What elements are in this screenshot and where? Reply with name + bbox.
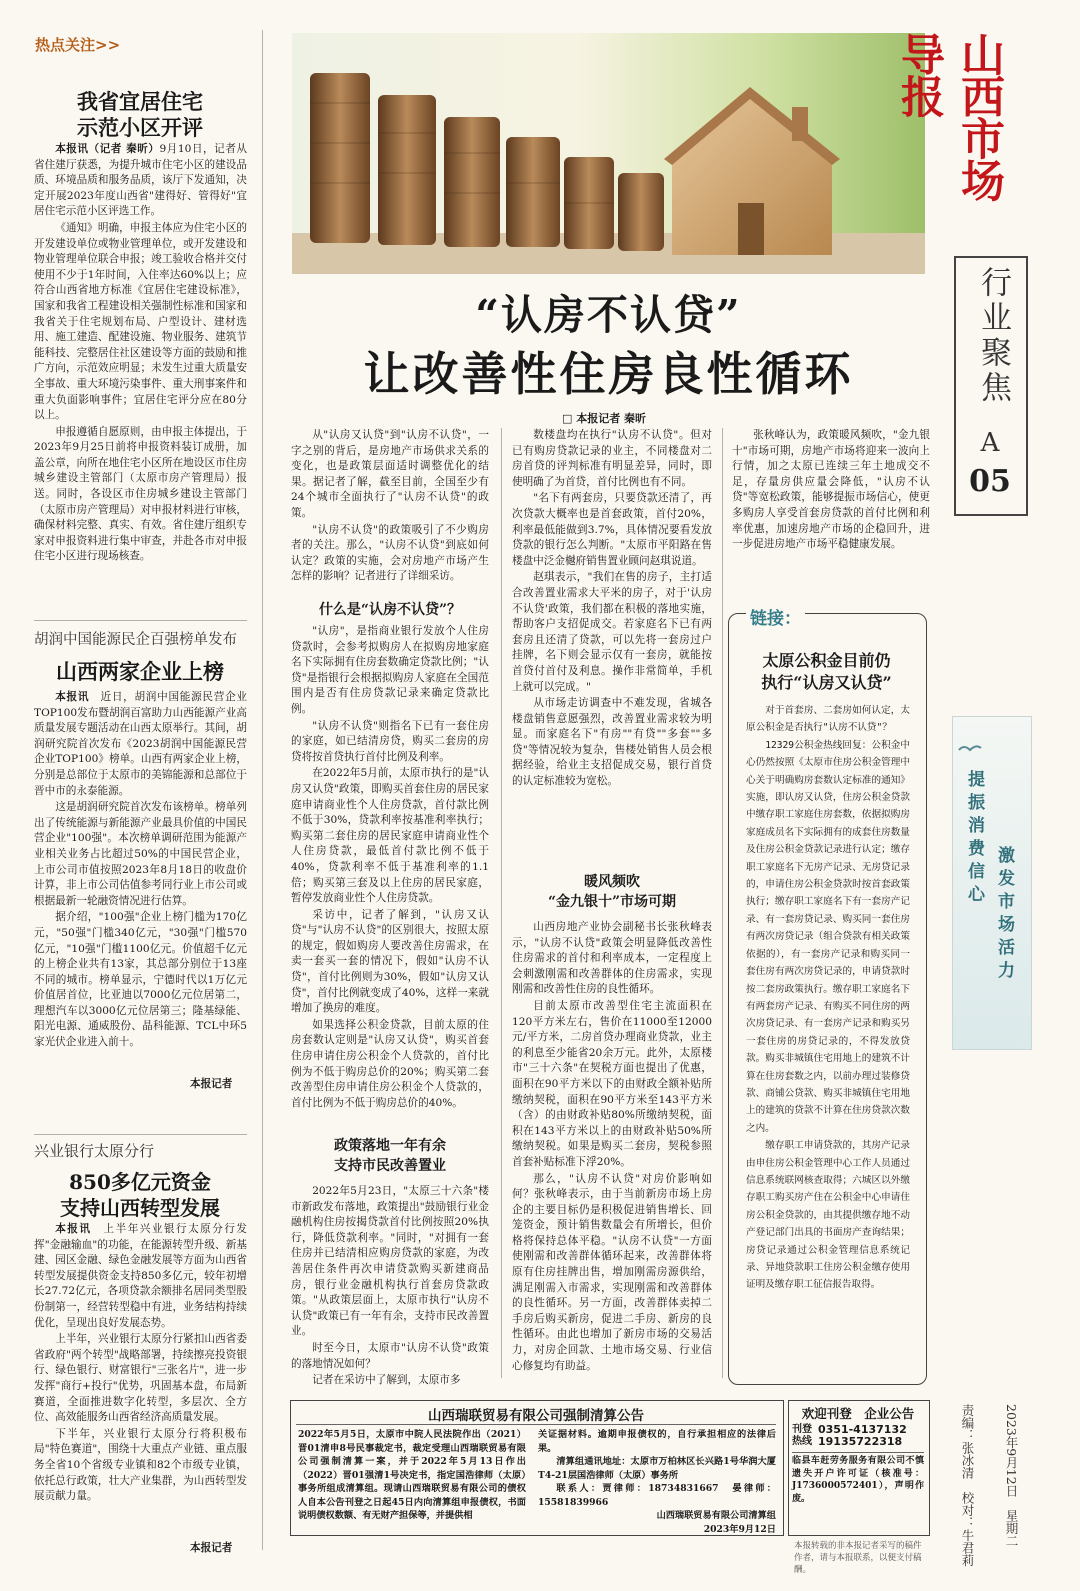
main-col1-a xyxy=(291,428,489,596)
promo-line1: 提振消费信心 xyxy=(964,770,984,908)
s3-byline: 本报讯 xyxy=(55,1223,92,1235)
link-label: 链接： xyxy=(746,604,805,629)
main-col2-para: 山西房地产业协会副秘书长张秋峰表示，"认房不认贷"政策会明显降低改善性住房需求的首付和利率成本，一定程度上会刺激刚需和改善群体的住房需求，实现刚需和改善性住房的良性循环。 xyxy=(512,921,712,996)
main-col1-para: 时至今日，太原市"认房不认贷"政策的落地情况如何？ xyxy=(291,1341,489,1370)
promo-line2: 激发市场活力 xyxy=(994,846,1014,984)
bird-icon xyxy=(958,742,982,756)
divider xyxy=(34,620,247,621)
s3-kicker: 兴业银行太原分行 xyxy=(34,1142,155,1160)
footer-ad-legal: 关证据材料。逾期申报债权的，自行承担相应的法律后果。 xyxy=(538,1429,776,1454)
column-rule xyxy=(722,428,723,1378)
s2-body xyxy=(34,690,247,1072)
main-col1-para: "认房不认贷"的政策吸引了不少购房者的关注。那么，"认房不认贷"到底如何认定？政策的实施，会对房地产市场产生怎样的影响？记者进行了详细采访。 xyxy=(291,523,489,583)
footer-ad-address: 清算组通讯地址：太原市万柏林区长兴路1号华润大厦T4-21层国浩律师（太原）事务所 xyxy=(538,1456,776,1481)
s3-sign: 本报记者 xyxy=(190,1542,233,1554)
main-col1-para: "认房不认贷"则指名下已有一套住房的家庭，如已结清房贷，购买二套房的房贷将按首贷执行首付比例及利率。 xyxy=(291,719,489,763)
s1-title-line2: 示范小区开评 xyxy=(77,115,203,140)
section-name: 行业聚焦 xyxy=(975,266,1011,406)
main-col1-para: 记者在采访中了解到，太原市多 xyxy=(312,1374,461,1387)
s1-title-line1: 我省宜居住宅 xyxy=(77,89,203,114)
main-col2-para: 目前太原市改善型住宅主流面积在120平方米左右，售价在11000至12000元/平方米，二房首贷办理商业贷款，业主的利息至少能省20余万元。此外，太原楼市"三十六条"在契税方面也提出了优惠，面积在90平方米以下的由财政全额补贴所缴纳契税，面积在90平方米至143平方米（含）的由财政补贴80%所缴纳契税，面积在143平方米以上的由财政补贴50%所缴纳契税。如果是购买二套房，契税参照首套补贴标准下浮20%。 xyxy=(512,999,712,1168)
editors-credit: 责编：张冰清 校对：牛君莉 xyxy=(960,1404,975,1567)
divider xyxy=(34,1134,247,1135)
hot-focus-label: 热点关注>> xyxy=(35,36,121,54)
main-col1-c xyxy=(291,1184,489,1387)
main-col2-b xyxy=(512,920,712,1372)
s1-para-2: 申报遵循自愿原则，由申报主体提出，于2023年9月25日前将申报资料装订成册，加盖公章，向所在地住宅小区所在地设区市住房城乡建设主管部门（太原市房产管理局）报送。同时，各设区市住房城乡建设主管部门（太原市房产管理局）对申报材料进行审核，确保材料完整、真实、有效。省住建厅组织专家对申报资料进行集中审查，并赴各市对申报住宅小区进行现场核查。 xyxy=(34,425,247,563)
reprint-disclaimer: 本报转载的非本报记者采写的稿件作者，请与本报联系，以便支付稿酬。 xyxy=(794,1541,922,1575)
s1-byline: 本报讯（记者 秦昕） xyxy=(55,143,160,155)
link-title-line2: 执行“认房又认贷” xyxy=(761,673,892,692)
s1-para-0: 9月10日，记者从省住建厅获悉，为提升城市住宅小区的建设品质、环境品质和服务品质，该厅下发通知，决定开展2023年度山西省"建得好、管得好"宜居住宅示范小区评选工作。 xyxy=(34,143,247,218)
s3-para-2: 下半年，兴业银行太原分行将积极布局"特色赛道"，围绕十大重点产业链、重点服务全省10个省级专业镇和82个市级专业镇，依托总行政策，壮大产业集群，为山西转型发展贡献力量。 xyxy=(34,1427,247,1503)
main-col2-para: 那么，"认房不认贷"对房价影响如何？张秋峰表示，由于当前新房市场上房企的主要目标仍是积极促进销售增长、回笼资金，预计销售数量会有所增长，但价格将保持总体平稳。"认房不认贷"一方面使刚需和改善群体循环起来，改善群体将原有住房挂牌出售，增加刚需房源供给，满足刚需入市需求，实现刚需和改善群体的良性循环。另一方面，改善群体卖掉二手房后购买新房，促进二手房、新房的良性循环。由此也增加了新房市场的交易活力，对房企回款、土地市场交易、行业信心修复均有助益。 xyxy=(512,1172,712,1372)
classified-welcome: 欢迎刊登 企业公告 xyxy=(801,1406,915,1421)
s1-para-1: 《通知》明确，申报主体应为住宅小区的开发建设单位或物业管理单位，或开发建设和物业管理单位联合申报；竣工验收合格并交付使用不少于1年时间，入住率达60%以上；应符合山西省地方标准《宜居住宅建设标准》，国家和我省工程建设相关强制性标准和国家和我省关于住宅规划布局、户型设计、建材选用、施工建造、配建设施、物业服务、建筑节能科技、完整居住社区建设等方面的鼓励和推广方向，示范效应明显；未发生过重大质量安全事故、重大环境污染事件、重大刑事案件和重大负面影响事件；宜居住宅评分应在80分以上。 xyxy=(34,221,247,422)
footer-ad-date: 2023年9月12日 xyxy=(703,1523,776,1535)
s1-body xyxy=(34,142,247,612)
issue-date-text: 2023年9月12日 xyxy=(1004,1404,1019,1498)
main-col1-para: 如果选择公积金贷款，目前太原的住房套数认定则是"认房又认贷"，购买首套住房申请住房公积金个人贷款的，首付比例为不低于购房总价的20%；购买第二套改善型住房申请住房公积金个人贷款的，首付比例为不低于购房总价的40%。 xyxy=(291,1018,489,1109)
footer-ad-org: 山西瑞联贸易有限公司清算组 xyxy=(656,1510,776,1521)
main-col1-para: 采访中，记者了解到，"认房又认贷"与"认房不认贷"的区别很大，按照太原的规定，假如购房人要改善住房需求，在卖一套买一套的情况下，假如"认房不认贷"，首付比例则为30%，假如"认房又认贷"，首付比例就变成了40%，这样一来就增加了换房的难度。 xyxy=(291,908,489,1015)
main-col1-subhead2a: 政策落地一年有余 xyxy=(334,1138,446,1154)
link-title-line1: 太原公积金目前仍 xyxy=(762,651,891,670)
footer-ad-title: 山西瑞联贸易有限公司强制清算公告 xyxy=(428,1408,644,1424)
newspaper-logo: 山西市场导报 xyxy=(893,32,1004,200)
s3-body xyxy=(34,1222,247,1534)
link-para: 缴存职工申请贷款的，其房产记录由申住房公积金管理中心工作人员通过信息系统联网核查取得；六城区以外缴存职工购买房产住在公积金中心申请住房公积金贷款的，由其提供缴存地不动产登记部门出具的书面房产查询结果；房贷记录通过公积金管理信息系统记录、异地贷款职工住房公积金缴存使用证明及缴存职工征信报告取得。 xyxy=(746,1140,910,1291)
main-col2-subhead2: “金九银十”市场可期 xyxy=(547,894,677,910)
main-col1-para: "认房"，是指商业银行发放个人住房贷款时，会参考拟购房人在拟购房地家庭名下实际拥有住房套数确定贷款比例；"认贷"是指银行会根据拟购房人家庭在全国范围内是否有住房贷款记录来确定贷款比例。 xyxy=(291,625,489,715)
main-col2-para: 赵琪表示，"我们在售的房子，主打适合改善置业需求大平米的房子，对于'认房不认贷'政策，我们都在积极的落地实施，帮助客户支招促成交。若家庭名下已有两套房且还清了贷款，可以先将一套房过户挂牌，名下则会显示仅有一套房，就能按首贷付首付及利息。操作非常简单，手机上就可以完成。" xyxy=(512,571,712,693)
main-col2-subhead1: 暖风频吹 xyxy=(584,874,640,890)
s2-title: 山西两家企业上榜 xyxy=(56,659,224,684)
main-col3-para: 张秋峰认为，政策暖风频吹，"金九银十"市场可期，房地产市场将迎来一波向上行情，加之太原已连续三年土地成交不足，存量房供应量会降低，"认房不认贷"等宽松政策，能够提振市场信心，使更多购房人享受首套房贷款的首付比例和利率优惠，加速房地产市场的企稳回升，进一步促进房地产市场平稳健康发展。 xyxy=(732,429,930,551)
main-col1-para: 在2022年5月前，太原市执行的是"认房又认贷"政策，即购买首套住房的居民家庭申请商业性个人住房贷款，首付款比例不低于30%，贷款利率按基准利率执行；购买第二套住房的居民家庭申请商业性个人住房贷款，最低首付款比例不低于40%，贷款利率不低于基准利率的1.1倍；购买第三套及以上住房的居民家庭，暂停发放商业性个人住房贷款。 xyxy=(291,767,489,905)
s3-title-line1: 850多亿元资金 xyxy=(69,1170,211,1194)
tel-label-1: 刊登 xyxy=(792,1424,812,1435)
main-byline: □ 本报记者 秦昕 xyxy=(562,412,647,425)
s2-byline: 本报讯 xyxy=(55,691,90,703)
divider xyxy=(296,1424,776,1425)
link-body xyxy=(746,702,910,1372)
main-col1-para: 2022年5月23日，"太原三十六条"楼市新政发布落地，政策提出"鼓励银行业金融机构住房按揭贷款首付比例按照20%执行，降低贷款利率。"同时，"对拥有一套住房并已结清相应购房贷款的家庭，为改善居住条件再次申请贷款购买新建商品房，银行业金融机构执行首套房贷款政策。"从政策层面上，太原市执行"认房不认贷"政策已有一年有余，支持市民改善置业。 xyxy=(291,1185,489,1338)
main-title-line1: “认房不认贷” xyxy=(475,291,742,339)
s3-para-0: 上半年兴业银行太原分行发挥"金融输血"的功能，在能源转型升级、新基建、园区金融、绿色金融发展等方面为山西省转型发展提供资金支持850多亿元，较年初增长27.72亿元，各项贷款余额排名居同类型股份制第一，经营转型稳中有进，业务结构持续优化，呈现出良好发展态势。 xyxy=(34,1223,248,1329)
tel-number-1: 0351-4137132 xyxy=(818,1423,907,1436)
tel-label-2: 热线 xyxy=(792,1436,812,1447)
s2-para-1: 这是胡润研究院首次发布该榜单。榜单列出了传统能源与新能源产业最具价值的中国民营企业"100强"。本次榜单调研范围为能源产业相关业务占比超过50%的中国民营企业，上市公司市值按照2023年8月18日的收盘价计算，非上市公司估值参考同行业上市公司或根据最新一轮融资情况进行估算。 xyxy=(34,801,247,907)
issue-weekday: 星期二 xyxy=(1004,1509,1019,1548)
classified-notice: 临县车赶劳务服务有限公司不慎遗失开户许可证（核准号：J1736000572401），声明作废。 xyxy=(792,1456,924,1504)
main-col2-a xyxy=(512,428,712,860)
coins-house-photo xyxy=(292,33,925,274)
main-title-line2: 让改善性住房良性循环 xyxy=(363,347,854,401)
s2-sign: 本报记者 xyxy=(190,1078,233,1090)
link-question: 对于首套房、二套房如何认定，太原公积金是否执行"认房不认贷"？ xyxy=(746,705,910,734)
page-number: 05 xyxy=(969,464,1011,499)
footer-ad-col2 xyxy=(538,1428,776,1536)
tel-number-2: 19135722318 xyxy=(818,1435,903,1448)
footer-ad-contacts: 联系人：贾律师：18734831667 晏律师：15581839966 xyxy=(538,1483,776,1508)
divider xyxy=(792,1452,924,1453)
main-col2-para: 数楼盘均在执行"认房不认贷"。但对已有购房贷款记录的业主，不同楼盘对二房首贷的评判标准有明显差异，同时，即使明确了为首贷，首付比例也有不同。 xyxy=(512,429,712,488)
column-rule xyxy=(501,428,502,1378)
footer-ad-col1: 2022年5月5日，太原市中院人民法院作出（2021）晋01清申8号民事裁定书，裁定受理山西瑞联贸易有限公司强制清算一案，并于2022年5月13日作出（2022）晋01强清1号决定书，指定国浩律师（太原）事务所组成清算组。现请山西瑞联贸易有限公司的债权人自本公告刊登之日起45日内向清算组申报债权，书面说明债权数额、有无财产担保等，并提供相 xyxy=(298,1429,526,1521)
edition-letter: A xyxy=(980,428,1000,458)
s3-title-line2: 支持山西转型发展 xyxy=(60,1196,220,1220)
main-col1-b xyxy=(291,624,489,1124)
main-col1-para: 从"认房又认贷"到"认房不认贷"，一字之别的背后，是房地产市场供求关系的变化，也是政策层面适时调整优化的结果。据记者了解，截至目前，全国至少有24个城市全面执行了"认房不认贷"的政策。 xyxy=(291,429,489,519)
main-col1-subhead2b: 支持市民改善置业 xyxy=(334,1158,446,1174)
column-rule xyxy=(262,30,263,1550)
issue-date xyxy=(1002,1404,1020,1547)
main-col2-para: 从市场走访调查中不难发现，省城各楼盘销售意愿强烈，改善置业需求较为明显。而家庭名下"有房""有贷""多套""多贷"等情况较为复杂，售楼处销售人员会根据经验，给业主支招促成交易，银行首贷的认定标准较为宽松。 xyxy=(512,697,712,788)
s2-para-2: 据介绍，"100强"企业上榜门槛为170亿元，"50强"门槛340亿元，"30强"门槛570亿元，"10强"门槛1100亿元。价值超千亿元的上榜企业共有13家，其总部分别位于13座不同的城市。榜单显示，宁德时代以1万亿元价值居首位，比亚迪以7000亿元位居第二，理想汽车以3000亿元位居第三；隆基绿能、阳光电源、通威股份、晶科能源、TCL中环5家光伏企业进入前十。 xyxy=(34,911,247,1049)
link-para: 12329公积金热线回复：公积金中心仍然按照《太原市住房公积金管理中心关于明确购房套数认定标准的通知》实施，即认房又认贷，住房公积金贷款中缴存职工家庭住房套数，依据拟购房家庭成员名下实际拥有的成套住房数量及住房公积金贷款记录进行认定；缴存职工家庭名下无房产记录、无房贷记录的，申请住房公积金贷款时按首套政策执行；缴存职工家庭名下有一套房产记录、有一套房贷记录、购买同一套住房有两次房贷记录（组合贷款有相关政策依据的），有一套房产记录和购买同一套住房有两次房贷记录的，申请贷款时按二套房政策执行。缴存职工家庭名下有两套房产记录、有购买不同住房的两次房贷记录、有一套房产记录和购买另一套住房的房贷记录的，不得发放贷款。购买非城镇住宅用地上的建筑不计算在住房套数之内，以前办理过装修贷款、商铺公贷款、购买非城镇住宅用地上的建筑的贷款不计算在住房贷款次数之内。 xyxy=(746,739,910,1134)
s2-kicker: 胡润中国能源民企百强榜单发布 xyxy=(34,632,237,648)
main-col3 xyxy=(732,428,930,578)
s2-para-0: 近日，胡润中国能源民营企业TOP100发布暨胡润百富助力山西能源产业高质量发展专题活动在山西太原举行。其间，胡润研究院首次发布《2023胡润中国能源民营企业TOP100》榜单。山西有两家企业上榜，分别是总部位于太原市的美锦能源和总部位于晋中市的永泰能源。 xyxy=(34,691,248,797)
s3-para-1: 上半年，兴业银行太原分行紧扣山西省委省政府"两个转型"战略部署，持续擦亮投资银行、绿色银行、财富银行"三张名片"，进一步发挥"商行+投行"优势，巩固基本盘，布局新赛道，全面推进数字化转型，多层次、全方位、高效能服务山西省经济高质量发展。 xyxy=(34,1333,247,1424)
main-col2-para: "名下有两套房，只要贷款还清了，再次贷款大概率也是首套政策，首付20%，利率最低能做到3.7%，具体情况要看发放贷款的银行怎么判断。"太原市平阳路在售楼盘中泛金樾府销售置业顾问赵琪说道。 xyxy=(512,492,712,567)
main-col1-subhead1: 什么是“认房不认贷”？ xyxy=(318,602,462,618)
